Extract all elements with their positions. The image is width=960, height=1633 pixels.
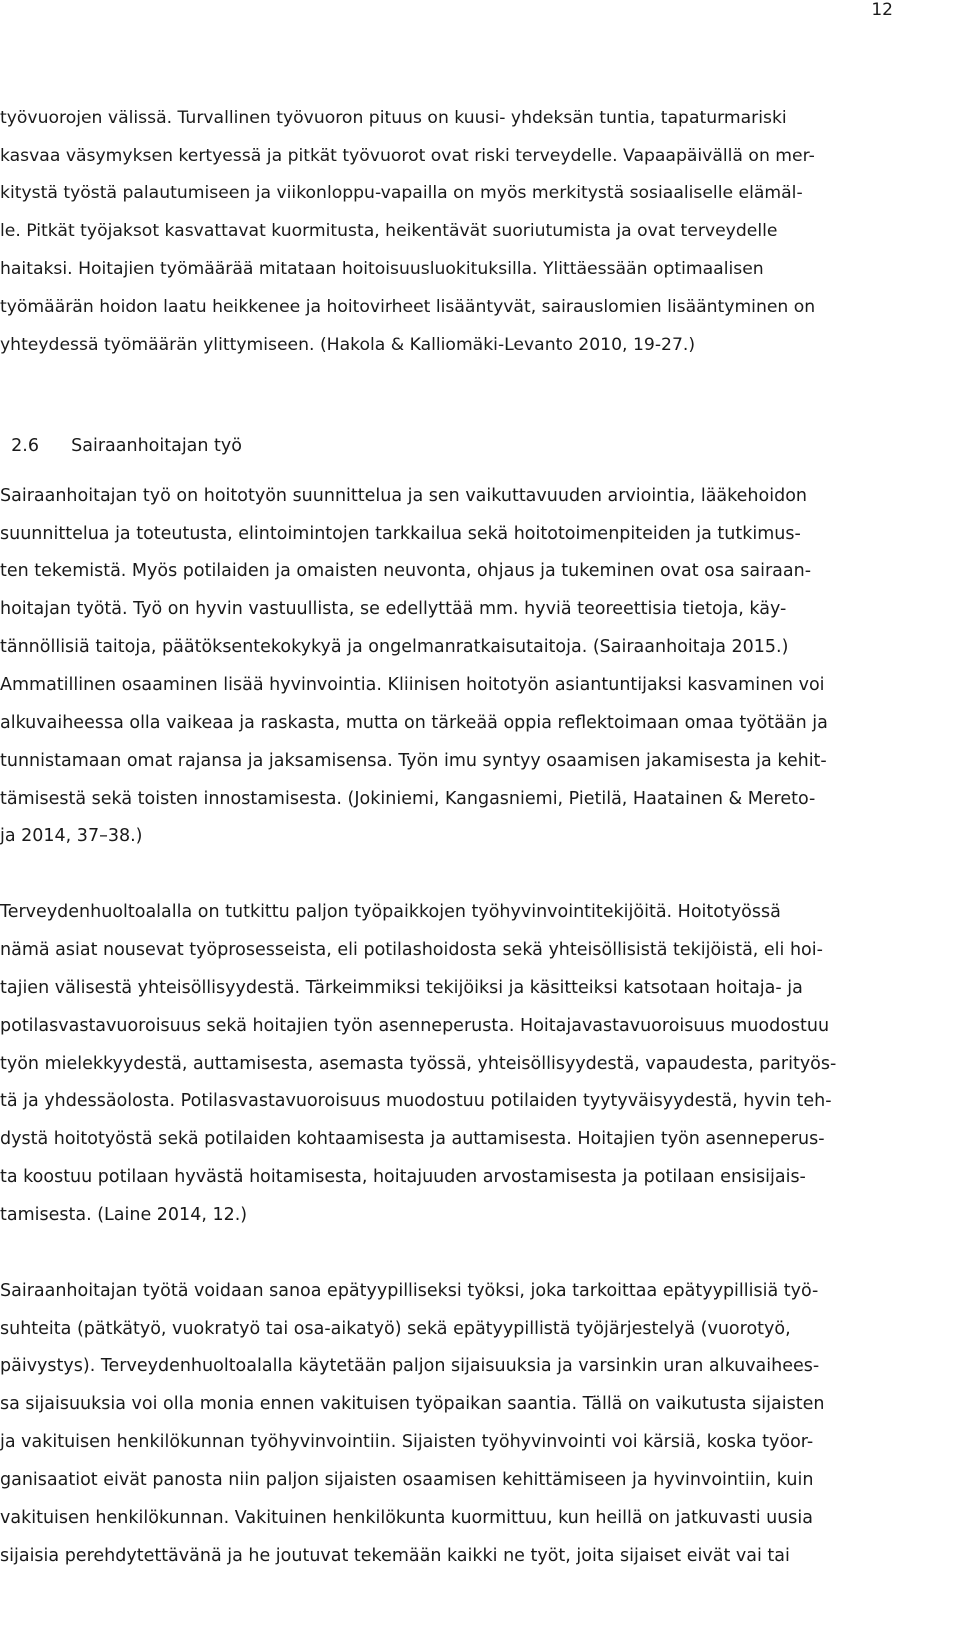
text-line: ja 2014, 37–38.) [0, 826, 143, 846]
text-line: tamisesta. (Laine 2014, 12.) [0, 1205, 248, 1225]
section-heading [0, 413, 242, 457]
text-line: haitaksi. Hoitajien työmäärää mitataan hoitoisuusluokituksilla. Ylittäessään optimaalisen [0, 259, 764, 279]
text-line: hoitajan työtä. Työ on hyvin vastuullista, se edellyttää mm. hyviä teoreettisia tietoja, käy- [0, 599, 787, 619]
text-line: kasvaa väsymyksen kertyessä ja pitkät työvuorot ovat riski terveydelle. Vapaapäivällä on mer- [0, 146, 815, 166]
text-line: ja vakituisen henkilökunnan työhyvinvointiin. Sijaisten työhyvinvointi voi kärsiä, koska työor- [0, 1432, 814, 1452]
text-line: sijaisia perehdytettävänä ja he joutuvat tekemään kaikki ne työt, joita sijaiset eivät vai tai [0, 1546, 790, 1566]
text-line: yhteydessä työmäärän ylittymiseen. (Hakola & Kalliomäki-Levanto 2010, 19-27.) [0, 335, 696, 355]
text-line: tajien välisestä yhteisöllisyydestä. Tärkeimmiksi tekijöiksi ja käsitteiksi katsotaan hoitaja- ja [0, 978, 803, 998]
text-line: ten tekemistä. Myös potilaiden ja omaisten neuvonta, ohjaus ja tukeminen ovat osa sairaan- [0, 561, 812, 581]
text-line: työn mielekkyydestä, auttamisesta, asemasta työssä, yhteisöllisyydestä, vapaudesta, parityös- [0, 1054, 837, 1074]
text-line: Sairaanhoitajan työtä voidaan sanoa epätyypilliseksi työksi, joka tarkoittaa epätyypillisiä työ- [0, 1281, 819, 1301]
text-line: Sairaanhoitajan työ on hoitotyön suunnittelua ja sen vaikuttavuuden arviointia, lääkehoidon [0, 486, 807, 506]
text-line: kitystä työstä palautumiseen ja viikonloppu-vapailla on myös merkitystä sosiaaliselle elämäl- [0, 183, 803, 203]
text-line: ganisaatiot eivät panosta niin paljon sijaisten osaamisen kehittämiseen ja hyvinvointiin, kuin [0, 1470, 814, 1490]
text-line: alkuvaiheessa olla vaikeaa ja raskasta, mutta on tärkeää oppia reflektoimaan omaa työtään ja [0, 713, 828, 733]
text-line: nämä asiat nousevat työprosesseista, eli potilashoidosta sekä yhteisöllisistä tekijöistä, eli hoi- [0, 940, 823, 960]
text-line: vakituisen henkilökunnan. Vakituinen henkilökunta kuormittuu, kun heillä on jatkuvasti uusia [0, 1508, 814, 1528]
text-line: tämisestä sekä toisten innostamisesta. (Jokiniemi, Kangasniemi, Pietilä, Haatainen & Mereto- [0, 789, 816, 809]
text-line: Ammatillinen osaaminen lisää hyvinvointia. Kliinisen hoitotyön asiantuntijaksi kasvaminen voi [0, 675, 825, 695]
text-line: työmäärän hoidon laatu heikkenee ja hoitovirheet lisääntyvät, sairauslomien lisääntyminen on [0, 297, 816, 317]
text-line: le. Pitkät työjaksot kasvattavat kuormitusta, heikentävät suoriutumista ja ovat terveydelle [0, 221, 778, 241]
text-line: tä ja yhdessäolosta. Potilasvastavuoroisuus muodostuu potilaiden tyytyväisyydestä, hyvin teh- [0, 1091, 832, 1111]
text-line: tunnistamaan omat rajansa ja jaksamisensa. Työn imu syntyy osaamisen jakamisesta ja kehit- [0, 751, 827, 771]
page-number: 12 [871, 0, 893, 20]
text-line: päivystys). Terveydenhuoltoalalla käytetään paljon sijaisuuksia ja varsinkin uran alkuvaihees- [0, 1356, 820, 1376]
text-line: työvuorojen välissä. Turvallinen työvuoron pituus on kuusi- yhdeksän tuntia, tapaturmariski [0, 108, 787, 128]
text-line: potilasvastavuoroisuus sekä hoitajien työn asenneperusta. Hoitajavastavuoroisuus muodostuu [0, 1016, 830, 1036]
text-line: Terveydenhuoltoalalla on tutkittu paljon työpaikkojen työhyvinvointitekijöitä. Hoitotyössä [0, 902, 781, 922]
text-line: tännöllisiä taitoja, päätöksentekokykyä ja ongelmanratkaisutaitoja. (Sairaanhoitaja 2015.) [0, 637, 789, 657]
text-line: suunnittelua ja toteutusta, elintoimintojen tarkkailua sekä hoitotoimenpiteiden ja tutkimus- [0, 524, 801, 544]
text-line: suhteita (pätkätyö, vuokratyö tai osa-aikatyö) sekä epätyypillistä työjärjestelyä (vuorotyö, [0, 1319, 791, 1339]
text-line: sa sijaisuuksia voi olla monia ennen vakituisen työpaikan saantia. Tällä on vaikutusta sijaisten [0, 1394, 825, 1414]
text-line: ta koostuu potilaan hyvästä hoitamisesta, hoitajuuden arvostamisesta ja potilaan ensisijais- [0, 1167, 806, 1187]
section-title: Sairaanhoitajan työ [71, 436, 242, 456]
section-number: 2.6 [11, 436, 39, 456]
text-line: dystä hoitotyöstä sekä potilaiden kohtaamisesta ja auttamisesta. Hoitajien työn asenneperus- [0, 1129, 825, 1149]
